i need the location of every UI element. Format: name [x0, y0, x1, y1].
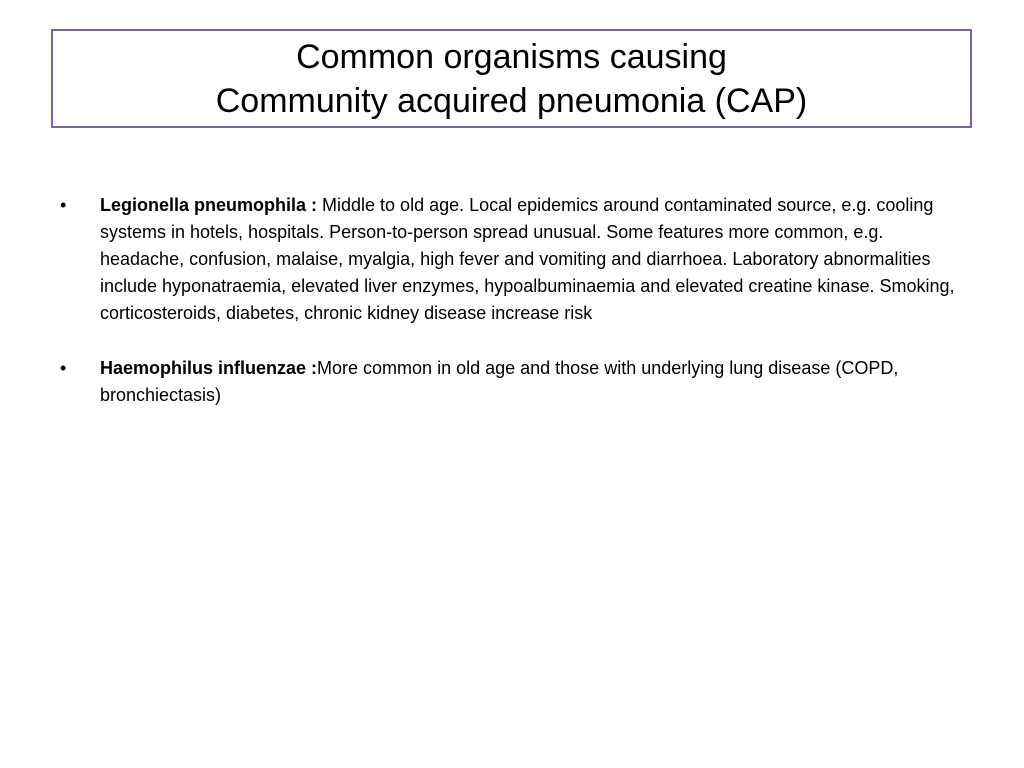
- organism-name: Haemophilus influenzae :: [100, 358, 318, 378]
- bullet-item-haemophilus: [60, 355, 960, 409]
- organism-description: More common in old age and those with underlying lung disease (COPD, bronchiectasis): [100, 358, 899, 405]
- slide-title-line-1: Common organisms causing: [296, 37, 727, 76]
- organism-description: Middle to old age. Local epidemics around contaminated source, e.g. cooling systems in hotels, hospitals. Person-to-person spread unusual. Some features more common, e.g. headache, confusion, malaise, myalgia, high fever and vomiting and diarrhoea. Laboratory abnormalities include hyponatraemia, elevated liver enzymes, hypoalbuminaemia and elevated creatine kinase. Smoking, corticosteroids, diabetes, chronic kidney disease increase risk: [100, 195, 955, 323]
- slide-title-box: [51, 29, 972, 128]
- organism-name: Legionella pneumophila :: [100, 195, 323, 215]
- bullet-icon: •: [60, 358, 67, 378]
- bullet-item-legionella: [60, 192, 960, 327]
- slide-title-line-2: Community acquired pneumonia (CAP): [215, 81, 808, 120]
- bullet-icon: •: [60, 195, 67, 215]
- bullet-list: [60, 192, 960, 437]
